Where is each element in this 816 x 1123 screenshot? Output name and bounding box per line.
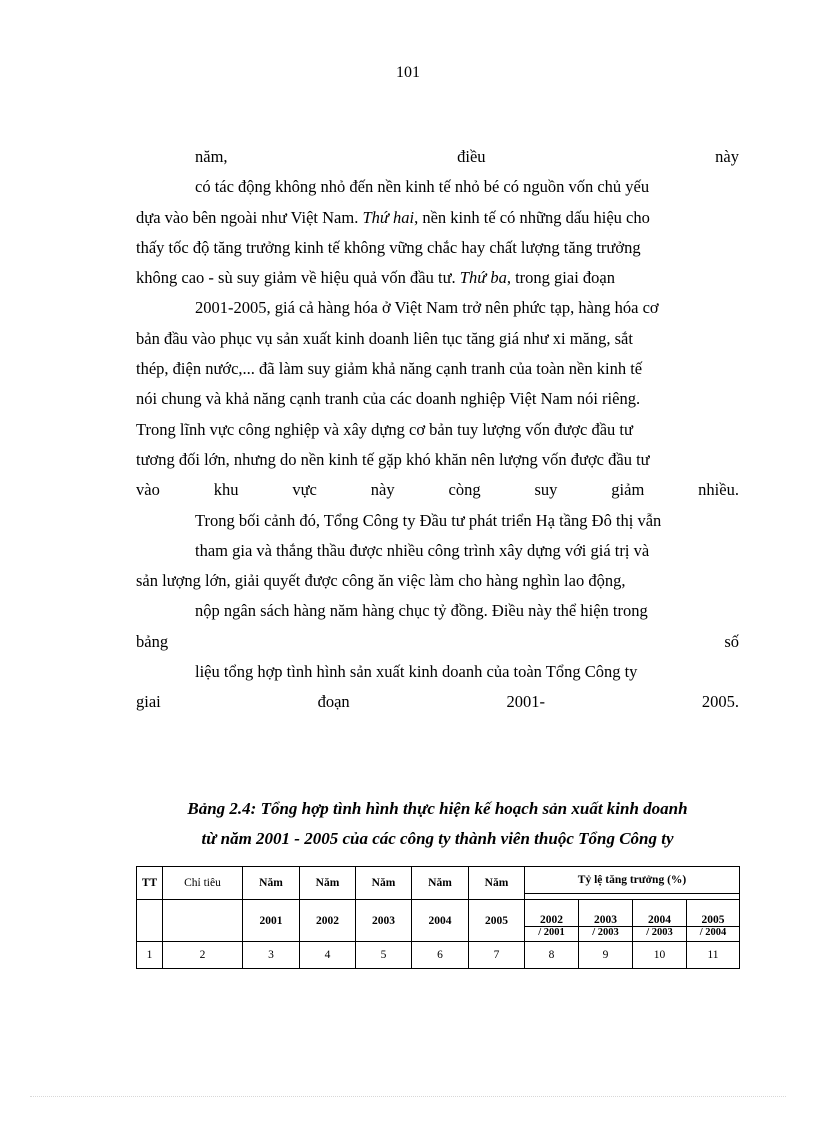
text-line: 2001-2005, giá cả hàng hóa ở Việt Nam trở nên phức tạp, hàng hóa cơ: [195, 298, 659, 318]
table-cell: 10: [633, 942, 687, 969]
table-cell: 11: [687, 942, 740, 969]
header-nam: Năm: [412, 867, 469, 900]
table-cell: 7: [469, 942, 525, 969]
table-cell: 1: [137, 942, 163, 969]
body-paragraph: [136, 142, 739, 718]
table-caption: [136, 794, 739, 854]
text-line: bảng số: [136, 631, 739, 651]
caption-line: từ năm 2001 - 2005 của các công ty thành viên thuộc Tổng Công ty: [201, 829, 674, 848]
table-cell: 8: [525, 942, 579, 969]
header-growth-base: / 2004: [687, 927, 740, 942]
text-line: thép, điện nước,... đã làm suy giảm khả năng cạnh tranh của toàn nền kinh tế: [136, 359, 643, 379]
text-line: dựa vào bên ngoài như Việt Nam. Thứ hai, nền kinh tế có những dấu hiệu cho: [136, 207, 650, 227]
header-year-2002: 2002: [300, 900, 356, 942]
header-growth-rate: Tỷ lệ tăng trưởng (%): [525, 867, 740, 894]
header-growth-col: 2003: [579, 900, 633, 927]
text-line: năm, điều này: [195, 147, 739, 166]
table-cell: 3: [243, 942, 300, 969]
text-line: liệu tổng hợp tình hình sản xuất kinh doanh của toàn Tổng Công ty: [195, 662, 638, 682]
table-header-row: [137, 867, 740, 894]
header-nam: Năm: [300, 867, 356, 900]
data-table: [136, 866, 740, 969]
text-line: nói chung và khả năng cạnh tranh của các doanh nghiệp Việt Nam nói riêng.: [136, 389, 641, 409]
header-chi-tieu-blank: [163, 900, 243, 942]
text-line: bản đầu vào phục vụ sản xuất kinh doanh liên tục tăng giá như xi măng, sắt: [136, 328, 633, 348]
table-cell: 2: [163, 942, 243, 969]
header-tt-blank: [137, 900, 163, 942]
text-line: sản lượng lớn, giải quyết được công ăn việc làm cho hàng nghìn lao động,: [136, 571, 626, 591]
table-cell: 5: [356, 942, 412, 969]
text-line: có tác động không nhỏ đến nền kinh tế nhỏ bé có nguồn vốn chủ yếu: [195, 177, 650, 197]
page-number: 101: [396, 64, 420, 81]
text-line: vào khu vực này còng suy giảm nhiều.: [136, 480, 739, 500]
text-line: thấy tốc độ tăng trưởng kinh tế không vững chắc hay chất lượng tăng trưởng: [136, 237, 641, 257]
table-cell: 9: [579, 942, 633, 969]
header-growth-base: / 2003: [633, 927, 687, 942]
page-footer-divider: [30, 1096, 786, 1097]
text-line: giai đoạn 2001- 2005.: [136, 692, 739, 712]
header-growth-col: 2002: [525, 900, 579, 927]
text-line: Trong lĩnh vực công nghiệp và xây dựng cơ bản tuy lượng vốn được đầu tư: [136, 419, 633, 439]
header-year-2001: 2001: [243, 900, 300, 942]
text-line: tham gia và thắng thầu được nhiều công trình xây dựng với giá trị và: [195, 540, 650, 560]
header-year-2005: 2005: [469, 900, 525, 942]
header-chi-tieu: Chỉ tiêu: [163, 867, 243, 900]
header-year-2004: 2004: [412, 900, 469, 942]
header-growth-col: 2004: [633, 900, 687, 927]
table-cell: 4: [300, 942, 356, 969]
header-year-2003: 2003: [356, 900, 412, 942]
header-nam: Năm: [356, 867, 412, 900]
text-line: nộp ngân sách hàng năm hàng chục tỷ đồng. Điều này thể hiện trong: [195, 601, 648, 621]
table-header-row: [137, 900, 740, 927]
header-nam: Năm: [243, 867, 300, 900]
header-nam: Năm: [469, 867, 525, 900]
caption-line: Bảng 2.4: Tổng hợp tình hình thực hiện kế hoạch sản xuất kinh doanh: [187, 799, 688, 818]
text-line: tương đối lớn, nhưng do nền kinh tế gặp khó khăn nên lượng vốn được đầu tư: [136, 449, 650, 469]
table-cell: 6: [412, 942, 469, 969]
text-line: Trong bối cảnh đó, Tổng Công ty Đầu tư phát triển Hạ tầng Đô thị vẫn: [195, 510, 662, 530]
text-line: không cao - sù suy giảm về hiệu quả vốn đầu tư. Thứ ba, trong giai đoạn: [136, 268, 615, 288]
header-growth-col: 2005: [687, 900, 740, 927]
header-tt: TT: [137, 867, 163, 900]
table-row: [137, 942, 740, 969]
header-growth-base: / 2003: [579, 927, 633, 942]
header-growth-base: / 2001: [525, 927, 579, 942]
